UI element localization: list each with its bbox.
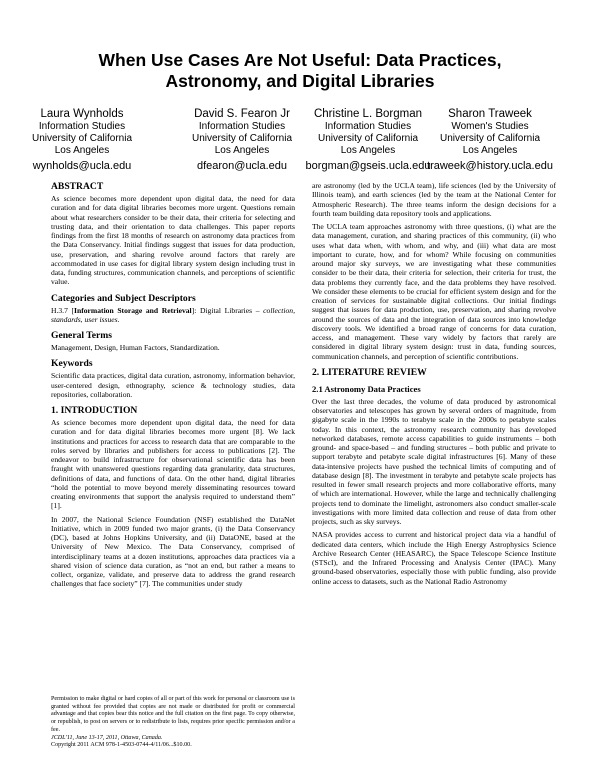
- author-name: Christine L. Borgman: [313, 108, 423, 120]
- author-univ: University of California: [31, 133, 133, 145]
- author-univ: University of California: [191, 133, 293, 145]
- paper-title: [40, 50, 560, 92]
- author-email: wynholds@ucla.edu: [32, 159, 132, 172]
- lit-review-subheading: 2.1 Astronomy Data Practices: [312, 383, 421, 394]
- author-email: traweek@history.ucla.edu: [427, 159, 553, 172]
- author-name: Laura Wynholds: [40, 108, 124, 120]
- author-univ: University of California: [317, 133, 419, 145]
- intro-heading: 1. INTRODUCTION: [51, 405, 138, 416]
- author-dept: Women's Studies: [451, 121, 529, 132]
- paper-title-line-2: Astronomy, and Digital Libraries: [165, 71, 435, 91]
- author-1: [12, 107, 152, 174]
- author-email: borgman@gseis.ucla.edu: [305, 159, 431, 172]
- keywords-heading: Keywords: [51, 358, 93, 370]
- lit-review-paragraph-1: Over the last three decades, the volume of data produced by astronomical observatories and telescopes has grown by several orders of magnitude, from gigabyte scale in the 1990s to terabyte scale in the 2000s to petabyte scales today. In this context, the astronomy research community has developed networked databases, remote access capabilities to guide instruments – both ground- and space-based – and funding structures – both public and private to support terabyte and petabyte scale digital infrastructures [6]. Many of these data-intensive projects have pushed the technical limits of computing and of database design [8]. The investment in terabyte and petabyte scale projects has resulted in fewer small research projects and more collaborative efforts, many of which are international. However, while the large and technically challenging projects tend to dominate the limelight, astronomers also conduct smaller-scale investigations with more limited data collection and reuse of data from other projects, such as sky surveys.: [312, 396, 556, 526]
- left-column: [51, 181, 295, 593]
- author-email: dfearon@ucla.edu: [196, 159, 288, 172]
- categories-bold: Information Storage and Retrieval: [74, 305, 192, 315]
- general-terms-text: Management, Design, Human Factors, Standardization.: [51, 343, 220, 352]
- permission-notice: [51, 696, 295, 750]
- intro-paragraph-1: As science becomes more dependent upon digital data, the need for data curation and for data digital libraries becomes more urgent [8]. We lack institutions and practices for access to research data that are comparable to the roles served by libraries and publishers for access to publications [2]. The endeavor to build infrastructure for observational scientific data has been fraught with unanswered questions regarding data granularity, data structures, definitions of data, and functions of data. On the other hand, digital libraries “hold the potential to move beyond merely disseminating resources toward creating environments that support the analysis required to understand them” [1].: [51, 418, 295, 511]
- author-name: David S. Fearon Jr: [194, 108, 290, 120]
- paper-title-line-1: When Use Cases Are Not Useful: Data Practices,: [98, 50, 502, 70]
- categories-italic: collection, standards, user issues.: [51, 305, 295, 324]
- copyright-line: Copyright 2011 ACM 978-1-4503-0744-4/11/06...$10.00.: [51, 742, 192, 749]
- conference-name: JCDL'11, June 13-17, 2011, Ottawa, Canada.: [51, 734, 163, 741]
- keywords-text: Scientific data practices, digital data curation, astronomy, information behavior, user-centered design, ethnography, science & technology studies, data repositories, collaboration.: [51, 371, 295, 399]
- author-univ: University of California: [439, 133, 541, 145]
- author-city: Los Angeles: [54, 145, 110, 157]
- general-terms-heading: General Terms: [51, 330, 113, 341]
- author-city: Los Angeles: [462, 145, 518, 157]
- categories-code: H.3.7 [: [51, 305, 75, 315]
- categories-text: [51, 306, 295, 325]
- author-city: Los Angeles: [214, 145, 270, 157]
- permission-text: Permission to make digital or hard copies of all or part of this work for personal or classroom use is granted without fee provided that copies are not made or distributed for profit or commercial advantage and that copies bear this notice and the full citation on the first page. To copy otherwise, or republish, to post on servers or to redistribute to lists, requires prior specific permission and/or a fee.: [51, 696, 295, 733]
- lit-review-heading: 2. LITERATURE REVIEW: [312, 366, 427, 378]
- abstract-heading: ABSTRACT: [51, 181, 104, 192]
- intro-paragraph-3: are astronomy (led by the UCLA team), life sciences (led by the University of Illinois team), and earth sciences (led by the team at the National Center for Atmospheric Research). The three teams inform the design decisions for a fourth team building data repository tools and applications.: [312, 181, 556, 218]
- categories-rest: ]: Digital Libraries –: [191, 305, 260, 315]
- author-city: Los Angeles: [340, 145, 396, 157]
- lit-review-paragraph-2: NASA provides access to current and historical project data via a handful of dedicated data centers, which include the High Energy Astrophysics Science Archive Research Center (HEASARC), the Space Telescope Science Institute (STScI), and the Infrared Processing and Analysis Center (IPAC). Many ground-based observatories, especially those with public funding, also provide online access to datasets, such as the National Radio Astronomy: [312, 530, 556, 586]
- author-dept: Information Studies: [324, 121, 412, 132]
- intro-paragraph-2: In 2007, the National Science Foundation (NSF) established the DataNet Initiative, which in 2009 funded two major grants, (i) the Data Conservancy (DC), based at Johns Hopkins University, and (ii) DataONE, based at the University of New Mexico. The Data Conservancy, comprised of interdisciplinary teams at a dozen institutions, approaches data practices via a shared vision of science data curation, as “not an end, but rather a means to collect, organize, validate, and preserve data to address the grand research challenges that face society” [7]. The communities under study: [51, 514, 295, 589]
- abstract-text: As science becomes more dependent upon digital data, the need for data curation and for data digital libraries becomes more urgent. Questions remain about what researchers consider to be their data, their criteria for selecting and trusting data, and their orientation to data challenges. This paper reports findings from the first 18 months of research on astronomy data practices from the Data Conservancy. Initial findings suggest that issues for data production, use, preservation, and sharing revolve around factors that rarely are accommodated in use cases for digital library system design including trust in data, funding structures, communication channels, and perceptions of scientific value.: [51, 194, 295, 287]
- author-dept: Information Studies: [198, 121, 286, 132]
- right-column: [312, 181, 556, 590]
- categories-heading: Categories and Subject Descriptors: [51, 292, 196, 304]
- author-3: [298, 107, 438, 174]
- author-4: [420, 107, 560, 174]
- author-2: [172, 107, 312, 174]
- author-name: Sharon Traweek: [448, 108, 532, 120]
- intro-paragraph-4: The UCLA team approaches astronomy with three questions, (i) what are the data management, curation, and sharing practices of this community, (ii) who uses what data when, with whom, and why, and (iii) what data are most important to curate, how, and for whom? While focusing on communities around major sky surveys, we are investigating what these communities consider to be their data, their criteria for selection, their criteria for trust, the data problems they currently face, and the data problems they have resolved. We consider these elements to be crucial for efficient system design and for the creation of services for sustainable digital collections. Our initial findings suggest that issues for data production, use, preservation, and sharing revolve around the sources of data and the integration of data sources into knowledge discovery tools. We identified a broad range of concerns for data curation, access, and management. These vary widely by factors that rarely are considered in digital library system design: trust in data, funding sources, communication channels, and perception of scientific contributions.: [312, 222, 556, 361]
- author-dept: Information Studies: [38, 121, 126, 132]
